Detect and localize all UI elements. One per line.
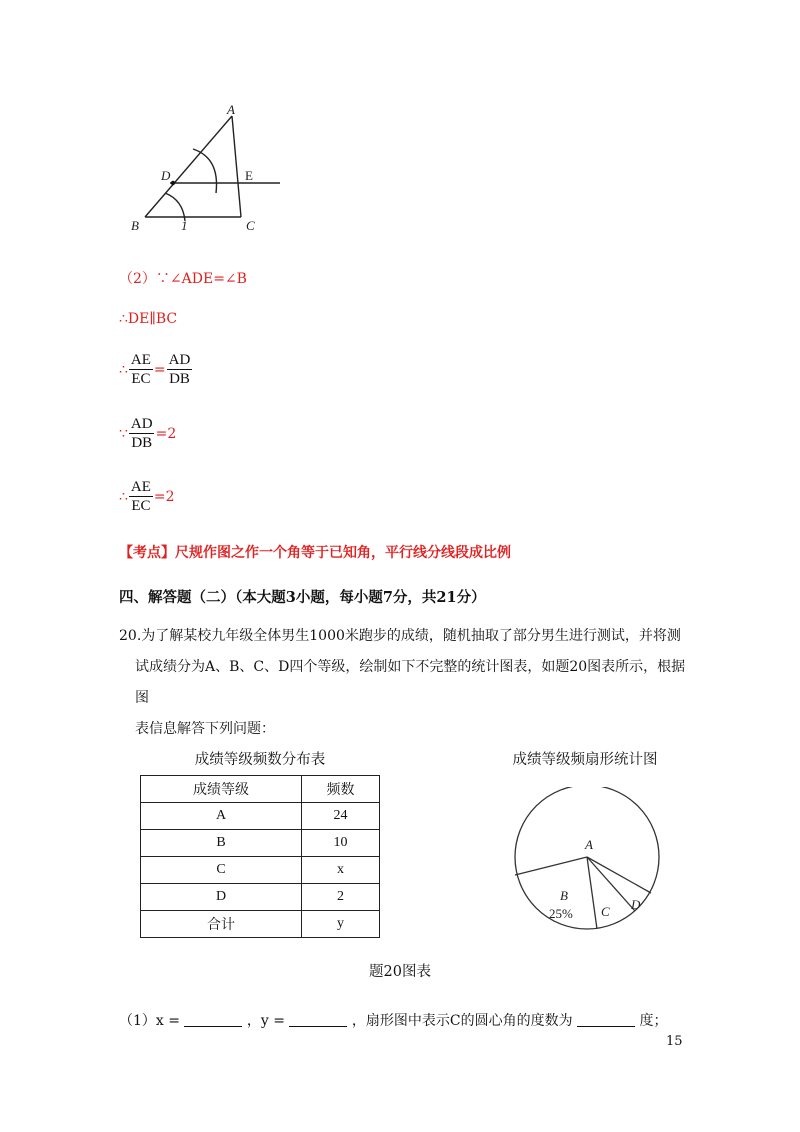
section-heading: 四、解答题（二）（本大题3小题，每小题7分，共21分）: [119, 589, 486, 606]
question-20: 20.为了解某校九年级全体男生1000米跑步的成绩，随机抽取了部分男生进行测试，并将测 试成绩分为A、B、C、D四个等级，绘制如下不完整的统计图表，如题20图表所示，根据图 表信息解答下列问题：: [119, 628, 686, 737]
page-number: 15: [666, 1034, 683, 1049]
pie-label-b-percent: 25%: [549, 906, 573, 921]
question-number: 20.: [119, 628, 142, 644]
pie-label-a: A: [585, 837, 593, 852]
blank-angle[interactable]: [577, 1012, 635, 1027]
label-b: B: [131, 218, 139, 233]
label-e: E: [245, 168, 253, 183]
label-c: C: [246, 218, 255, 233]
table-row: A 24: [141, 803, 380, 830]
pie-divider-d-a: [587, 857, 651, 893]
blank-x[interactable]: [184, 1012, 242, 1027]
table-row: 合计 y: [141, 911, 380, 938]
solution-line-4: ∵ $\frac{AD}{DB}$ =2: [119, 416, 177, 451]
solution-line-5: ∴ $\frac{AE}{EC}$ =2: [119, 479, 175, 514]
solution-line-2: ∴DE∥BC: [119, 311, 178, 327]
fraction-ae-ec: $\frac{AE}{EC}$: [130, 352, 151, 387]
table-row: D 2: [141, 884, 380, 911]
table-row: B 10: [141, 830, 380, 857]
table-title: 成绩等级频数分布表: [194, 752, 326, 768]
subquestion-1: （1）x = ，y = ，扇形图中表示C的圆心角的度数为 度；: [119, 1013, 668, 1029]
pie-title: 成绩等级频扇形统计图: [512, 752, 658, 768]
arc-d: [193, 149, 217, 193]
segment-ab: [145, 116, 232, 217]
blank-y[interactable]: [289, 1012, 347, 1027]
solution-line-1: （2）∵∠ADE=∠B: [119, 271, 247, 287]
geometry-figure: [125, 100, 290, 240]
pie-divider-b-c: [587, 857, 597, 929]
kaodian-label: 【考点】: [119, 545, 175, 561]
pie-label-b: B: [560, 888, 568, 903]
table-header-row: 成绩等级 频数: [141, 776, 380, 803]
table-row: C x: [141, 857, 380, 884]
label-d: D: [161, 168, 171, 183]
fraction-ae-ec-2: $\frac{AE}{EC}$: [130, 479, 151, 514]
figure-caption: 题20图表: [369, 964, 431, 980]
segment-ac: [232, 116, 241, 217]
solution-line-3: ∴ $\frac{AE}{EC}$ = $\frac{AD}{DB}$: [119, 352, 191, 387]
label-a: A: [227, 102, 235, 117]
pie-divider-c-d: [587, 857, 635, 911]
pie-label-c: C: [601, 904, 610, 919]
pie-label-d: D: [631, 897, 641, 912]
kaodian-text: 尺规作图之作一个角等于已知角，平行线分线段成比例: [175, 545, 511, 561]
frequency-table: [140, 775, 380, 938]
pie-chart: [505, 787, 670, 942]
fraction-ad-db-2: $\frac{AD}{DB}$: [130, 416, 153, 451]
label-one: 1: [181, 218, 188, 233]
pie-divider-a-b: [515, 857, 587, 875]
fraction-ad-db: $\frac{AD}{DB}$: [168, 352, 191, 387]
kaodian: [119, 542, 511, 562]
point-d: [171, 181, 175, 185]
